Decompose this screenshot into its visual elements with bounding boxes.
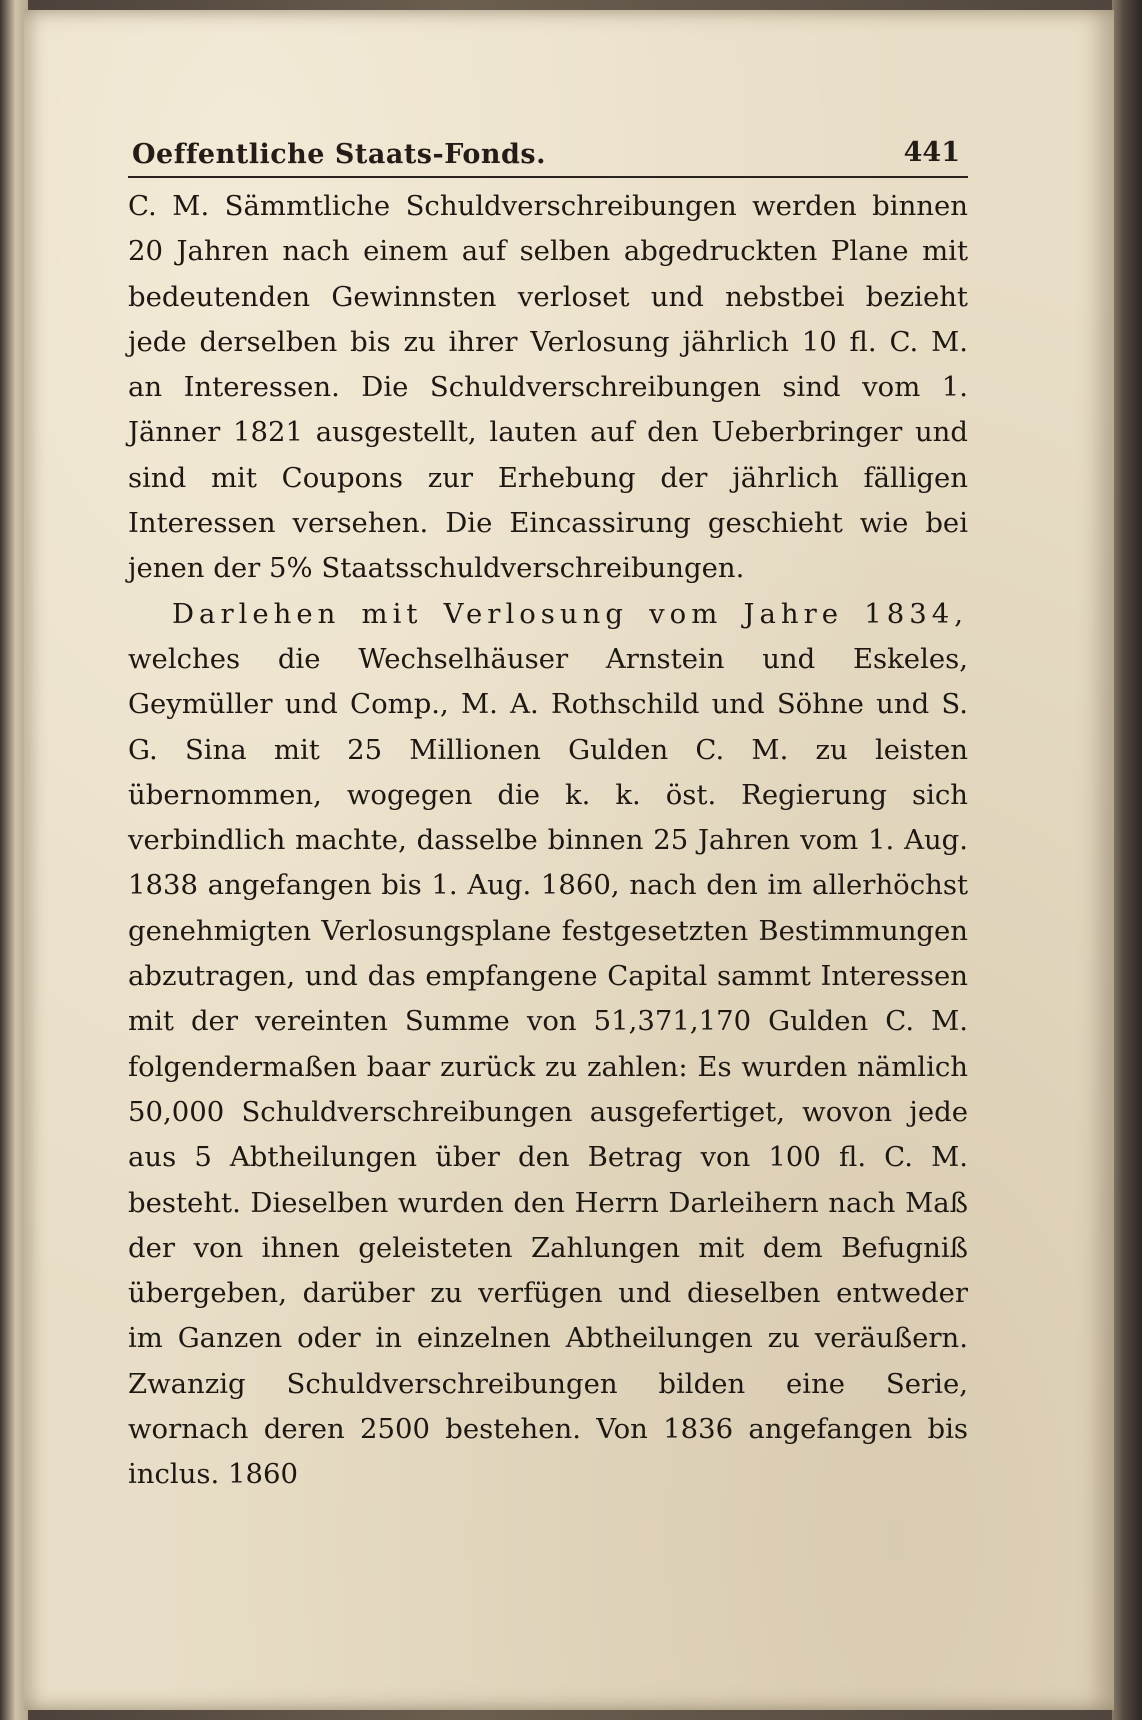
paragraph-1: C. M. Sämmtliche Schuldverschreibungen werden binnen 20 Jahren nach einem auf selben abgedruckten Plane mit bedeutenden Gewinnsten verloset und nebstbei bezieht jede derselben bis zu ihrer Verlosung jährlich 10 fl. C. M. an Interessen. Die Schuldverschreibungen sind vom 1. Jänner 1821 ausgestellt, lauten auf den Ueberbringer und sind mit Coupons zur Erhebung der jährlich fälligen Interessen versehen. Die Eincassirung geschieht wie bei jenen der 5% Staatsschuldverschreibungen.	[128, 190, 968, 585]
running-title: Oeffentliche Staats-Fonds.	[132, 139, 547, 170]
page-number: 441	[903, 137, 960, 168]
paragraph-2-text: welches die Wechselhäuser Arnstein und Eskeles, Geymüller und Comp., M. A. Rothschild und Söhne und S. G. Sina mit 25 Millionen Gulden C. M. zu leisten übernommen, wogegen die k. k. öst. Regierung sich verbindlich machte, dasselbe binnen 25 Jahren vom 1. Aug. 1838 angefangen bis 1. Aug. 1860, nach den im allerhöchst genehmigten Verlosungsplane festgesetzten Bestimmungen abzutragen, und das empfangene Capital sammt Interessen mit der vereinten Summe von 51,371,170 Gulden C. M. folgendermaßen baar zurück zu zahlen: Es wurden nämlich 50,000 Schuldverschreibungen ausgefertiget, wovon jede aus 5 Abtheilungen über den Betrag von 100 fl. C. M. besteht. Dieselben wurden den Herrn Darleihern nach Maß der von ihnen geleisteten Zahlungen mit dem Befugniß übergeben, darüber zu verfügen und dieselben entweder im Ganzen oder in einzelnen Abtheilungen zu veräußern. Zwanzig Schuldverschreibungen bilden eine Serie, wornach deren 2500 bestehen. Von 1836 angefangen bis inclus. 1860	[128, 642, 968, 1491]
running-head	[128, 130, 968, 178]
body-text	[128, 184, 968, 1498]
book-page	[24, 10, 1114, 1710]
page-content	[128, 130, 968, 1498]
paragraph-2	[128, 592, 968, 1498]
book-right-edge	[1112, 0, 1142, 1720]
paragraph-2-heading: Darlehen mit Verlosung vom Jahre 1834,	[172, 597, 968, 630]
